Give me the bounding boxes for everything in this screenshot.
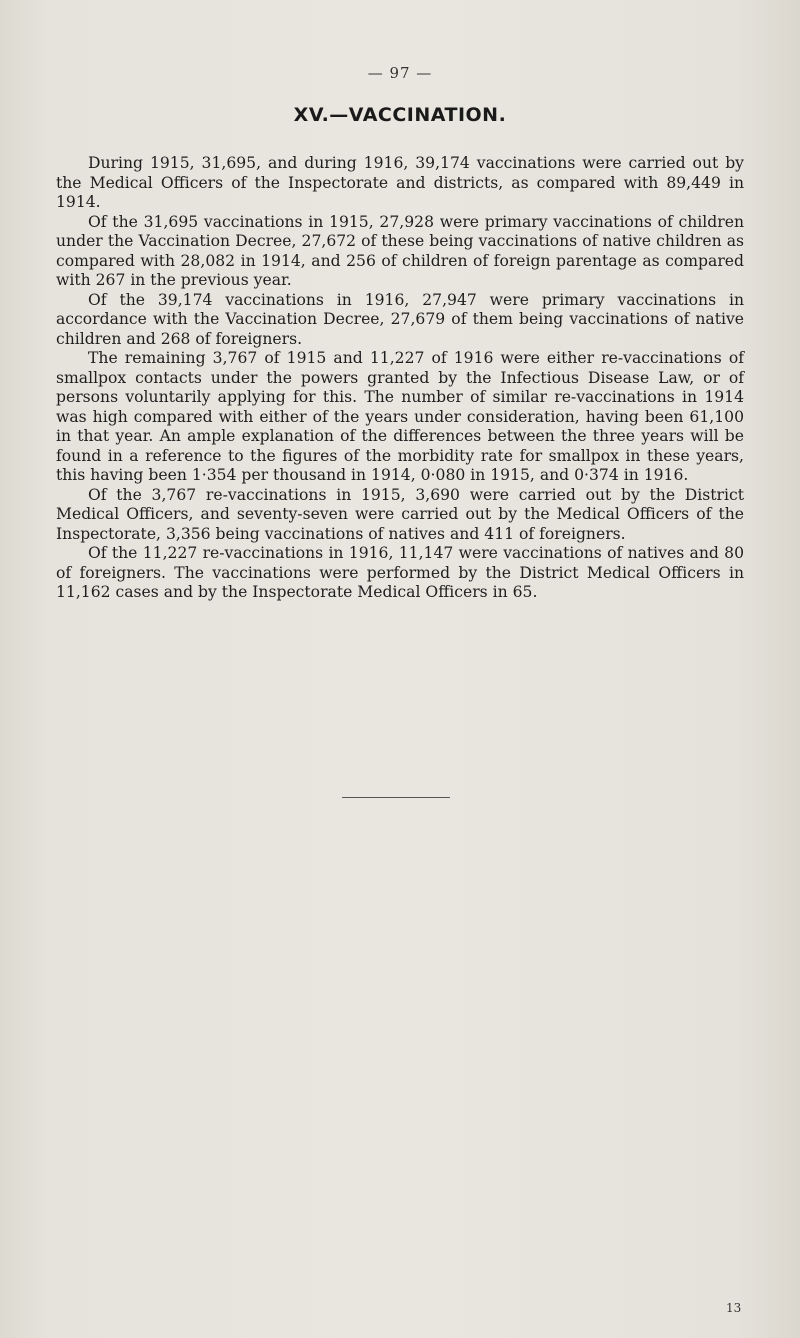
paragraph: Of the 3,767 re-vaccinations in 1915, 3,690 were carried out by the District Medical Officers, and seventy-seven were carried out by the Medical Officers of the Inspectorate, 3,356 being vaccinations of natives and 411 of foreigners.: [56, 485, 744, 543]
paragraph: Of the 11,227 re-vaccinations in 1916, 11,147 were vaccinations of natives and 80 of foreigners. The vaccinations were performed by the District Medical Officers in 11,162 cases and by the Inspectorate Medical Officers in 65.: [56, 544, 744, 601]
body-text: [56, 154, 744, 603]
paragraph: Of the 31,695 vaccinations in 1915, 27,928 were primary vaccinations of children under the Vaccination Decree, 27,672 of these being vaccinations of native children as compared with 28,082 in 1914, and 256 of children of foreign parentage as compared with 267 in the previous year.: [56, 212, 744, 289]
page-number-header: — 97 —: [367, 64, 433, 82]
paragraph: The remaining 3,767 of 1915 and 11,227 of 1916 were either re-vaccinations of smallpox contacts under the powers granted by the Infectious Disease Law, or of persons voluntarily applying for this. The number of similar re-vaccinations in 1914 was high compared with either of the years under consideration, having been 61,100 in that year. An ample explanation of the differences between the three years will be found in a reference to the figures of the morbidity rate for smallpox in these years, this having been 1·354 per thousand in 1914, 0·080 in 1915, and 0·374 in 1916.: [56, 349, 744, 484]
section-title: XV.—VACCINATION.: [293, 104, 507, 126]
horizontal-rule: [342, 797, 450, 798]
paragraph: During 1915, 31,695, and during 1916, 39,174 vaccinations were carried out by the Medical Officers of the Inspectorate and districts, as compared with 89,449 in 1914.: [56, 154, 744, 211]
paragraph: Of the 39,174 vaccinations in 1916, 27,947 were primary vaccinations in accordance with the Vaccination Decree, 27,679 of them being vaccinations of native children and 268 of foreigners.: [56, 290, 744, 348]
footer-page-number: 13: [726, 1301, 742, 1315]
